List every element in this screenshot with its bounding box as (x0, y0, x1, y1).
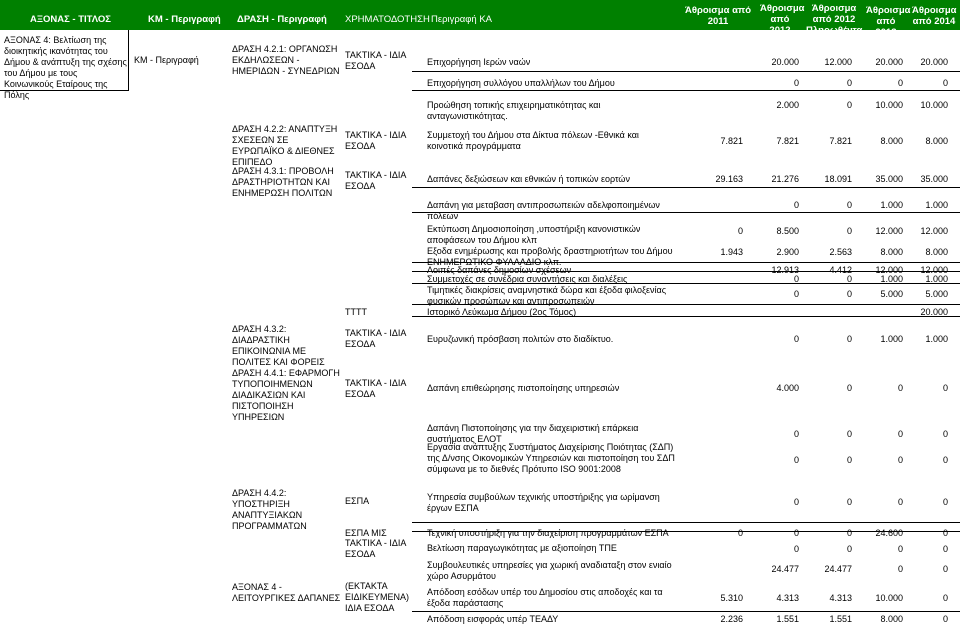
row-divider (412, 611, 960, 612)
header-2012-ekthesi: Άθροισμα από 2012 Εκθεση (760, 3, 805, 47)
row-value: 0 (846, 334, 852, 344)
fund-espa: ΕΣΠΑ (345, 496, 370, 506)
row-value: 12.913 (771, 265, 799, 275)
row-description: Απόδοση εισφοράς υπέρ ΤΕΑΔΥ (427, 614, 559, 624)
row-description: Απόδοση εσόδων υπέρ του Δημοσίου στις αποδοχές και τα έξοδα παράστασης (427, 587, 663, 608)
header-2012-plir: Άθροισμα από 2012 Πληρωθέντα (806, 3, 863, 36)
fund-espa-mis: ΕΣΠΑ ΜΙΣ (345, 528, 387, 538)
row-value: 12.000 (920, 226, 948, 236)
row-value: 0 (793, 334, 799, 344)
row-value: 8.000 (925, 136, 948, 146)
row-value: 0 (942, 564, 948, 574)
fund-ektakta: (ΕΚΤΑΚΤΑ ΕΙΔΙΚΕΥΜΕΝΑ) ΙΔΙΑ ΕΣΟΔΑ (345, 581, 410, 613)
row-value: 1.551 (776, 614, 799, 624)
row-value: 0 (846, 383, 852, 393)
row-value: 5.310 (720, 593, 743, 603)
row-value: 8.000 (880, 614, 903, 624)
row-description: Ευρυζωνική πρόσβαση πολιτών στο διαδίκτυο. (427, 334, 614, 344)
row-value: 2.900 (776, 247, 799, 257)
row-value: 0 (793, 429, 799, 439)
row-value: 0 (846, 78, 852, 88)
row-value: 8.000 (880, 247, 903, 257)
row-value: 1.000 (925, 200, 948, 210)
row-value: 4.313 (829, 593, 852, 603)
row-value: 0 (897, 78, 903, 88)
row-value: 8.500 (776, 226, 799, 236)
drasi-4-2-1: ΔΡΑΣΗ 4.2.1: ΟΡΓΑΝΩΣΗ ΕΚΔΗΛΩΣΕΩΝ - ΗΜΕΡΙΔΩΝ - ΣΥΝΕΔΡΙΩΝ (232, 44, 340, 76)
row-description: Συμβουλευτικές υπηρεσίες για χωρική αναδιαταξη στον ενιαίο χώρο Ασυρμάτου (427, 560, 672, 581)
row-value: 4.000 (776, 383, 799, 393)
row-divider (412, 187, 960, 188)
header-km: ΚΜ - Περιγραφή (148, 14, 221, 25)
drasi-4-4-1: ΔΡΑΣΗ 4.4.1: ΕΦΑΡΜΟΓΗ ΤΥΠΟΠΟΙΗΜΕΝΩΝ ΔΙΑΔΙΚΑΣΙΩΝ ΚΑΙ ΠΙΣΤΟΠΟΙΗΣΗ ΥΠΗΡΕΣΙΩΝ (232, 368, 340, 422)
row-value: 20.000 (875, 57, 903, 67)
row-value: 12.000 (920, 265, 948, 275)
row-value: 4.412 (829, 265, 852, 275)
row-description: Δαπάνη επιθεώρησης πιστοποίησης υπηρεσιών (427, 383, 620, 393)
row-value: 2.000 (776, 100, 799, 110)
row-description: Εκτύπωση Δημοσιοποίηση ,υποστήριξη κανονιστικών αποφάσεων του Δήμου κλπ (427, 224, 641, 245)
row-value: 0 (897, 564, 903, 574)
header-2011: Άθροισμα από 2011 (684, 5, 752, 27)
row-value: 0 (793, 544, 799, 554)
row-description: Συμμετοχή του Δήμου στα Δίκτυα πόλεων -Εθνικά και κοινοτικά προγράμματα (427, 130, 639, 151)
row-description: Επιχορήγηση Ιερών ναών (427, 57, 531, 67)
header-xrimatodotisi: ΧΡΗΜΑΤΟΔΟΤΗΣΗ (345, 14, 430, 25)
row-value: 10.000 (875, 100, 903, 110)
row-value: 4.313 (776, 593, 799, 603)
row-value: 0 (737, 528, 743, 538)
row-value: 7.821 (776, 136, 799, 146)
row-value: 24.600 (875, 528, 903, 538)
row-value: 0 (897, 383, 903, 393)
row-value: 0 (942, 497, 948, 507)
row-value: 0 (942, 383, 948, 393)
row-value: 0 (793, 528, 799, 538)
row-value: 0 (846, 497, 852, 507)
row-value: 18.091 (824, 174, 852, 184)
row-value: 0 (897, 544, 903, 554)
row-description: Δαπάνες δεξιώσεων και εθνικών ή τοπικών εορτών (427, 174, 630, 184)
row-value: 0 (793, 78, 799, 88)
row-value: 7.821 (829, 136, 852, 146)
header-axis: ΑΞΟΝΑΣ - ΤΙΤΛΟΣ (30, 14, 111, 25)
row-value: 2.563 (829, 247, 852, 257)
row-value: 12.000 (875, 226, 903, 236)
row-value: 0 (846, 100, 852, 110)
row-value: 0 (793, 274, 799, 284)
row-value: 0 (942, 528, 948, 538)
row-value: 0 (793, 497, 799, 507)
row-value: 24.477 (771, 564, 799, 574)
row-description: Εξοδα ενημέρωσης και προβολής δραστηριοτήτων του Δήμου ΕΝΗΜΕΡΩΤΙΚΟ ΦΥΛΛΑΔΙΟ κλπ. (427, 246, 673, 267)
row-value: 1.000 (880, 200, 903, 210)
table-header (0, 0, 960, 47)
row-value: 35.000 (875, 174, 903, 184)
row-value: 12.000 (875, 265, 903, 275)
row-value: 0 (846, 528, 852, 538)
header-ka: Περιγραφή ΚΑ (431, 14, 493, 25)
fund-taktika: ΤΑΚΤΙΚΑ - ΙΔΙΑ ΕΣΟΔΑ (345, 378, 406, 399)
axis-4-leitourgikes: ΑΞΟΝΑΣ 4 - ΛΕΙΤΟΥΡΓΙΚΕΣ ΔΑΠΑΝΕΣ (232, 582, 341, 603)
row-value: 0 (897, 429, 903, 439)
row-value: 0 (942, 544, 948, 554)
row-value: 0 (897, 497, 903, 507)
row-description: Ιστορικό Λεύκωμα Δήμου (2ος Τόμος) (427, 307, 577, 317)
row-value: 1.000 (880, 334, 903, 344)
row-value: 0 (846, 226, 852, 236)
row-value: 20.000 (920, 307, 948, 317)
fund-tttt: ΤΤΤΤ (345, 307, 367, 317)
row-value: 21.276 (771, 174, 799, 184)
drasi-4-2-2: ΔΡΑΣΗ 4.2.2: ΑΝΑΠΤΥΞΗ ΣΧΕΣΕΩΝ ΣΕ ΕΥΡΩΠΑΪΚΟ & ΔΙΕΘΝΕΣ ΕΠΙΠΕΔΟ (232, 124, 338, 167)
row-value: 0 (793, 455, 799, 465)
drasi-4-3-2: ΔΡΑΣΗ 4.3.2: ΔΙΑΔΡΑΣΤΙΚΗ ΕΠΙΚΟΙΝΩΝΙΑ ΜΕ ΠΟΛΙΤΕΣ ΚΑΙ ΦΟΡΕΙΣ (232, 324, 325, 367)
fund-taktika: ΤΑΚΤΙΚΑ - ΙΔΙΑ ΕΣΟΔΑ (345, 50, 406, 71)
row-description: Εργασία ανάπτυξης Συστήματος Διαχείρισης Ποιότητας (ΣΔΠ) της Δ/νσης Οικονομικών Υπηρεσιών και πιστοποίηση του ΣΔΠ σύμφωνα με το διεθνές Πρότυπο ISO 9001:2008 (427, 442, 675, 474)
row-value: 0 (846, 429, 852, 439)
drasi-4-3-1: ΔΡΑΣΗ 4.3.1: ΠΡΟΒΟΛΗ ΔΡΑΣΤΗΡΙΟΤΗΤΩΝ ΚΑΙ ΕΝΗΜΕΡΩΣΗ ΠΟΛΙΤΩΝ (232, 166, 334, 198)
row-value: 1.000 (925, 274, 948, 284)
row-value: 8.000 (880, 136, 903, 146)
row-value: 1.551 (829, 614, 852, 624)
fund-taktika: ΤΑΚΤΙΚΑ - ΙΔΙΑ ΕΣΟΔΑ (345, 328, 406, 349)
row-description: Τεχνική υποστήριξη για την διαχείριση προγραμμάτων ΕΣΠΑ (427, 528, 669, 538)
header-2013: Άθροισμα από 2013 (866, 5, 911, 38)
row-value: 20.000 (771, 57, 799, 67)
fund-taktika: ΤΑΚΤΙΚΑ - ΙΔΙΑ ΕΣΟΔΑ (345, 170, 406, 191)
header-2014: Άθροισμα από 2014 (912, 5, 957, 27)
row-value: 2.236 (720, 614, 743, 624)
row-value: 0 (846, 455, 852, 465)
fund-taktika: ΤΑΚΤΙΚΑ - ΙΔΙΑ ΕΣΟΔΑ (345, 538, 406, 559)
row-description: Λοιπές δαπάνες δημοσίων σχέσεων (427, 265, 572, 275)
row-value: 29.163 (715, 174, 743, 184)
row-value: 0 (846, 289, 852, 299)
row-value: 0 (737, 226, 743, 236)
row-value: 8.000 (925, 247, 948, 257)
row-value: 0 (846, 544, 852, 554)
row-value: 10.000 (875, 593, 903, 603)
row-divider (412, 90, 960, 91)
row-value: 1.000 (925, 334, 948, 344)
row-description: Υπηρεσία συμβούλων τεχνικής υποστήριξης για ωρίμανση έργων ΕΣΠΑ (427, 492, 660, 513)
row-value: 24.477 (824, 564, 852, 574)
row-value: 20.000 (920, 57, 948, 67)
row-value: 0 (942, 429, 948, 439)
row-value: 1.943 (720, 247, 743, 257)
row-description: Συμμετοχές σε συνέδρια συναντήσεις και διαλέξεις (427, 274, 628, 284)
header-drasi: ΔΡΑΣΗ - Περιγραφή (237, 14, 327, 25)
row-value: 0 (846, 200, 852, 210)
row-description: Δαπάνη Πιστοποίησης για την διαχειριστική επάρκεια συστήματος ΕΛΟΤ (427, 423, 639, 444)
row-value: 0 (793, 289, 799, 299)
row-value: 1.000 (880, 274, 903, 284)
row-value: 0 (942, 455, 948, 465)
row-divider (412, 71, 960, 72)
row-description: Επιχορήγηση συλλόγου υπαλλήλων του Δήμου (427, 78, 615, 88)
fund-taktika: ΤΑΚΤΙΚΑ - ΙΔΙΑ ΕΣΟΔΑ (345, 130, 406, 151)
row-value: 0 (942, 593, 948, 603)
row-value: 0 (942, 614, 948, 624)
axis-4-title: ΑΞΟΝΑΣ 4: Βελτίωση της διοικητικής ικανότητας του Δήμου & ανάπτυξη της σχέσης του Δήμου με τους Κοινωνικούς Εταίρους της Πόλης (4, 35, 127, 100)
row-divider (412, 522, 960, 523)
row-value: 10.000 (920, 100, 948, 110)
km-description: ΚΜ - Περιγραφή (134, 55, 199, 65)
row-value: 5.000 (925, 289, 948, 299)
row-description: Δαπάνη για μεταβαση αντιπροσωπειών αδελφοποιημένων πόλεων (427, 200, 660, 221)
drasi-4-4-2: ΔΡΑΣΗ 4.4.2: ΥΠΟΣΤΗΡΙΞΗ ΑΝΑΠΤΥΞΙΑΚΩΝ ΠΡΟΓΡΑΜΜΑΤΩΝ (232, 488, 307, 531)
row-description: Προώθηση τοπικής επιχειρηματικότητας και ανταγωνιστικότητας. (427, 100, 601, 121)
row-value: 5.000 (880, 289, 903, 299)
row-value: 35.000 (920, 174, 948, 184)
row-value: 0 (897, 455, 903, 465)
row-description: Τιμητικές διακρίσεις αναμνηστικά δώρα και έξοδα φιλοξενίας φυσικών προσώπων και αντιπροσωπειών (427, 285, 667, 306)
row-value: 7.821 (720, 136, 743, 146)
row-value: 12.000 (824, 57, 852, 67)
row-value: 0 (846, 274, 852, 284)
row-value: 0 (942, 78, 948, 88)
row-description: Βελτίωση παραγωγικότητας με αξιοποίηση ΤΠΕ (427, 543, 617, 553)
row-value: 0 (793, 200, 799, 210)
